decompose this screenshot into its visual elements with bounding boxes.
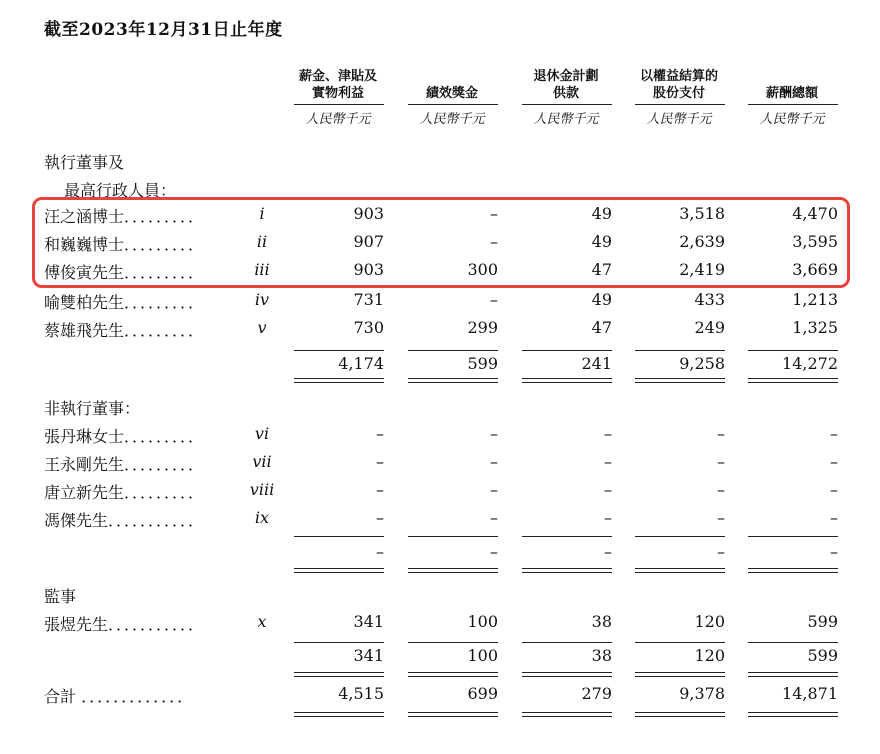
subtotal-rule: [522, 642, 612, 643]
subtotal-rule: [408, 350, 498, 351]
row-value-cell: 279: [581, 684, 612, 703]
row-value-cell: –: [490, 508, 498, 527]
row-value-cell: 433: [694, 290, 725, 309]
subtotal-double-rule: [748, 568, 838, 569]
row-value-cell: 599: [807, 612, 838, 631]
row-value-cell: –: [717, 508, 725, 527]
row-value-cell: –: [604, 452, 612, 471]
row-name: 傅俊寅先生．．．．．．．．．: [44, 263, 205, 282]
row-value-cell: 38: [591, 612, 612, 631]
row-value-cell: –: [490, 480, 498, 499]
table-row: [0, 424, 880, 452]
row-value-cell: 3,669: [792, 260, 838, 279]
row-value-cell: 4,515: [338, 684, 384, 703]
table-row: [0, 684, 880, 712]
column-header-rule: [635, 104, 725, 105]
table-row: [0, 480, 880, 508]
row-value-cell: –: [490, 290, 498, 309]
column-header-rule: [294, 104, 384, 105]
subtotal-double-rule: [522, 676, 612, 677]
row-value-cell: 120: [694, 646, 725, 665]
subtotal-double-rule: [748, 572, 838, 573]
subtotal-rule: [522, 350, 612, 351]
section-title-supervisors: 監事: [44, 587, 77, 606]
subtotal-rule: [635, 350, 725, 351]
row-value-cell: –: [490, 424, 498, 443]
row-note-ref: x: [257, 612, 267, 631]
column-header-rule: [408, 104, 498, 105]
row-value-cell: 241: [581, 354, 612, 373]
column-header-line2: 供款: [552, 86, 579, 101]
subtotal-double-rule: [748, 672, 838, 673]
subtotal-double-rule: [408, 676, 498, 677]
subtotal-double-rule: [635, 378, 725, 379]
subtotal-rule: [635, 642, 725, 643]
column-header-line2: 股份支付: [652, 86, 705, 101]
row-value-cell: 9,378: [679, 684, 725, 703]
row-value-cell: –: [830, 508, 838, 527]
column-header-line2: 實物利益: [311, 86, 364, 101]
column-header-total: [746, 68, 838, 102]
subtotal-double-rule: [408, 672, 498, 673]
row-note-ref: vii: [252, 452, 272, 471]
column-header-share-payment: [633, 68, 725, 102]
grand-total-double-rule: [748, 716, 838, 717]
subtotal-double-rule: [635, 676, 725, 677]
table-row: [0, 232, 880, 260]
column-header-salary: [292, 68, 384, 102]
row-value-cell: 599: [807, 646, 838, 665]
column-header-line2: 薪酬總額: [765, 86, 818, 101]
row-value-cell: 4,470: [792, 204, 838, 223]
column-unit: 人民幣千元: [305, 112, 371, 127]
row-note-ref: ix: [254, 508, 270, 527]
row-value-cell: 2,419: [679, 260, 725, 279]
subtotal-rule: [748, 350, 838, 351]
section-title-executive-cont: 最高行政人員：: [64, 181, 177, 200]
row-name: 唐立新先生．．．．．．．．．: [44, 483, 205, 502]
subtotal-double-rule: [748, 676, 838, 677]
row-value-cell: 9,258: [679, 354, 725, 373]
subtotal-rule: [748, 536, 838, 537]
table-row: [0, 452, 880, 480]
row-note-ref: iii: [254, 260, 270, 279]
row-value-cell: –: [830, 424, 838, 443]
table-row: [0, 508, 880, 536]
row-name: 張丹琳女士．．．．．．．．．: [44, 427, 205, 446]
row-value-cell: –: [490, 452, 498, 471]
subtotal-double-rule: [635, 572, 725, 573]
row-value-cell: 299: [467, 318, 498, 337]
column-header-rule: [748, 104, 838, 105]
subtotal-double-rule: [294, 676, 384, 677]
row-value-cell: 100: [467, 646, 498, 665]
row-value-cell: 731: [353, 290, 384, 309]
row-value-cell: –: [830, 542, 838, 561]
subtotal-double-rule: [522, 382, 612, 383]
column-unit: 人民幣千元: [646, 112, 712, 127]
column-header-line1: 薪金、津貼及: [298, 69, 377, 84]
subtotal-rule: [635, 536, 725, 537]
row-value-cell: –: [604, 424, 612, 443]
row-value-cell: 100: [467, 612, 498, 631]
row-note-ref: ii: [256, 232, 268, 251]
subtotal-double-rule: [748, 382, 838, 383]
subtotal-double-rule: [408, 568, 498, 569]
subtotal-double-rule: [522, 672, 612, 673]
table-row: [0, 612, 880, 640]
row-value-cell: 47: [591, 318, 612, 337]
row-value-cell: 3,518: [679, 204, 725, 223]
section-title-non-executive: 非執行董事：: [44, 399, 141, 418]
subtotal-double-rule: [294, 572, 384, 573]
subtotal-double-rule: [522, 378, 612, 379]
subtotal-rule: [294, 642, 384, 643]
row-note-ref: iv: [254, 290, 270, 309]
row-name: 蔡雄飛先生．．．．．．．．．: [44, 321, 205, 340]
row-value-cell: –: [830, 480, 838, 499]
row-value-cell: –: [490, 542, 498, 561]
grand-total-double-rule: [635, 716, 725, 717]
table-row: [0, 260, 880, 288]
row-value-cell: 2,639: [679, 232, 725, 251]
subtotal-double-rule: [294, 382, 384, 383]
row-value-cell: 341: [353, 646, 384, 665]
row-value-cell: 730: [353, 318, 384, 337]
row-name: 合計 ．．．．．．．．．．．．．: [44, 687, 194, 706]
row-value-cell: 49: [591, 232, 612, 251]
row-value-cell: 47: [591, 260, 612, 279]
row-note-ref: v: [257, 318, 267, 337]
grand-total-double-rule: [408, 712, 498, 713]
subtotal-double-rule: [294, 568, 384, 569]
subtotal-rule: [748, 642, 838, 643]
subtotal-double-rule: [294, 672, 384, 673]
row-value-cell: –: [717, 452, 725, 471]
subtotal-rule: [522, 536, 612, 537]
column-header-bonus: [406, 68, 498, 102]
row-value-cell: –: [717, 424, 725, 443]
subtotal-rule: [408, 536, 498, 537]
row-name: 汪之涵博士．．．．．．．．．: [44, 207, 205, 226]
row-value-cell: 907: [353, 232, 384, 251]
row-note-ref: i: [259, 204, 265, 223]
column-header-line2: 績效獎金: [425, 86, 478, 101]
column-header-line1: 以權益結算的: [639, 69, 718, 84]
row-value-cell: 300: [467, 260, 498, 279]
row-value-cell: –: [376, 542, 384, 561]
column-header-rule: [522, 104, 612, 105]
row-value-cell: 4,174: [338, 354, 384, 373]
subtotal-double-rule: [635, 382, 725, 383]
subtotal-double-rule: [294, 378, 384, 379]
grand-total-double-rule: [294, 712, 384, 713]
column-header-line1: [746, 68, 838, 85]
row-value-cell: 49: [591, 290, 612, 309]
section-title-executive: 執行董事及: [44, 153, 125, 172]
row-name: 喻雙柏先生．．．．．．．．．: [44, 293, 205, 312]
row-name: 王永剛先生．．．．．．．．．: [44, 455, 205, 474]
grand-total-double-rule: [522, 712, 612, 713]
row-note-ref: viii: [249, 480, 275, 499]
row-name: 馮傑先生．．．．．．．．．．．: [44, 511, 205, 530]
subtotal-double-rule: [635, 672, 725, 673]
table-row: [0, 646, 880, 674]
row-value-cell: –: [490, 232, 498, 251]
table-row: [0, 318, 880, 346]
column-header-line1: [406, 68, 498, 85]
grand-total-double-rule: [294, 716, 384, 717]
grand-total-double-rule: [522, 716, 612, 717]
row-value-cell: –: [376, 424, 384, 443]
row-value-cell: –: [717, 480, 725, 499]
subtotal-rule: [294, 536, 384, 537]
row-value-cell: –: [604, 508, 612, 527]
row-value-cell: 699: [467, 684, 498, 703]
row-value-cell: 903: [353, 204, 384, 223]
row-value-cell: –: [376, 480, 384, 499]
subtotal-double-rule: [408, 382, 498, 383]
subtotal-rule: [294, 350, 384, 351]
subtotal-rule: [408, 642, 498, 643]
row-value-cell: –: [830, 452, 838, 471]
row-value-cell: 1,213: [792, 290, 838, 309]
subtotal-double-rule: [522, 572, 612, 573]
column-header-line1: 退休金計劃: [533, 69, 599, 84]
row-value-cell: 1,325: [792, 318, 838, 337]
table-row: [0, 542, 880, 570]
grand-total-double-rule: [748, 712, 838, 713]
subtotal-double-rule: [635, 568, 725, 569]
row-name: 和巍巍博士．．．．．．．．．: [44, 235, 205, 254]
row-value-cell: –: [376, 508, 384, 527]
row-value-cell: –: [717, 542, 725, 561]
row-value-cell: –: [604, 480, 612, 499]
subtotal-double-rule: [522, 568, 612, 569]
row-value-cell: 14,871: [782, 684, 838, 703]
row-value-cell: –: [490, 204, 498, 223]
grand-total-double-rule: [635, 712, 725, 713]
column-unit: 人民幣千元: [759, 112, 825, 127]
row-value-cell: –: [604, 542, 612, 561]
subtotal-double-rule: [408, 572, 498, 573]
table-row: [0, 290, 880, 318]
row-value-cell: 49: [591, 204, 612, 223]
row-note-ref: vi: [254, 424, 270, 443]
row-value-cell: 120: [694, 612, 725, 631]
row-value-cell: 14,272: [782, 354, 838, 373]
page-heading: 截至2023年12月31日止年度: [44, 20, 283, 40]
row-value-cell: 341: [353, 612, 384, 631]
table-row: [0, 204, 880, 232]
row-value-cell: –: [376, 452, 384, 471]
grand-total-double-rule: [408, 716, 498, 717]
row-name: 張煜先生．．．．．．．．．．．: [44, 615, 205, 634]
row-value-cell: 599: [467, 354, 498, 373]
column-unit: 人民幣千元: [419, 112, 485, 127]
column-unit: 人民幣千元: [533, 112, 599, 127]
row-value-cell: 249: [694, 318, 725, 337]
row-value-cell: 38: [591, 646, 612, 665]
row-value-cell: 903: [353, 260, 384, 279]
row-value-cell: 3,595: [792, 232, 838, 251]
column-header-pension: [520, 68, 612, 102]
subtotal-double-rule: [748, 378, 838, 379]
subtotal-double-rule: [408, 378, 498, 379]
